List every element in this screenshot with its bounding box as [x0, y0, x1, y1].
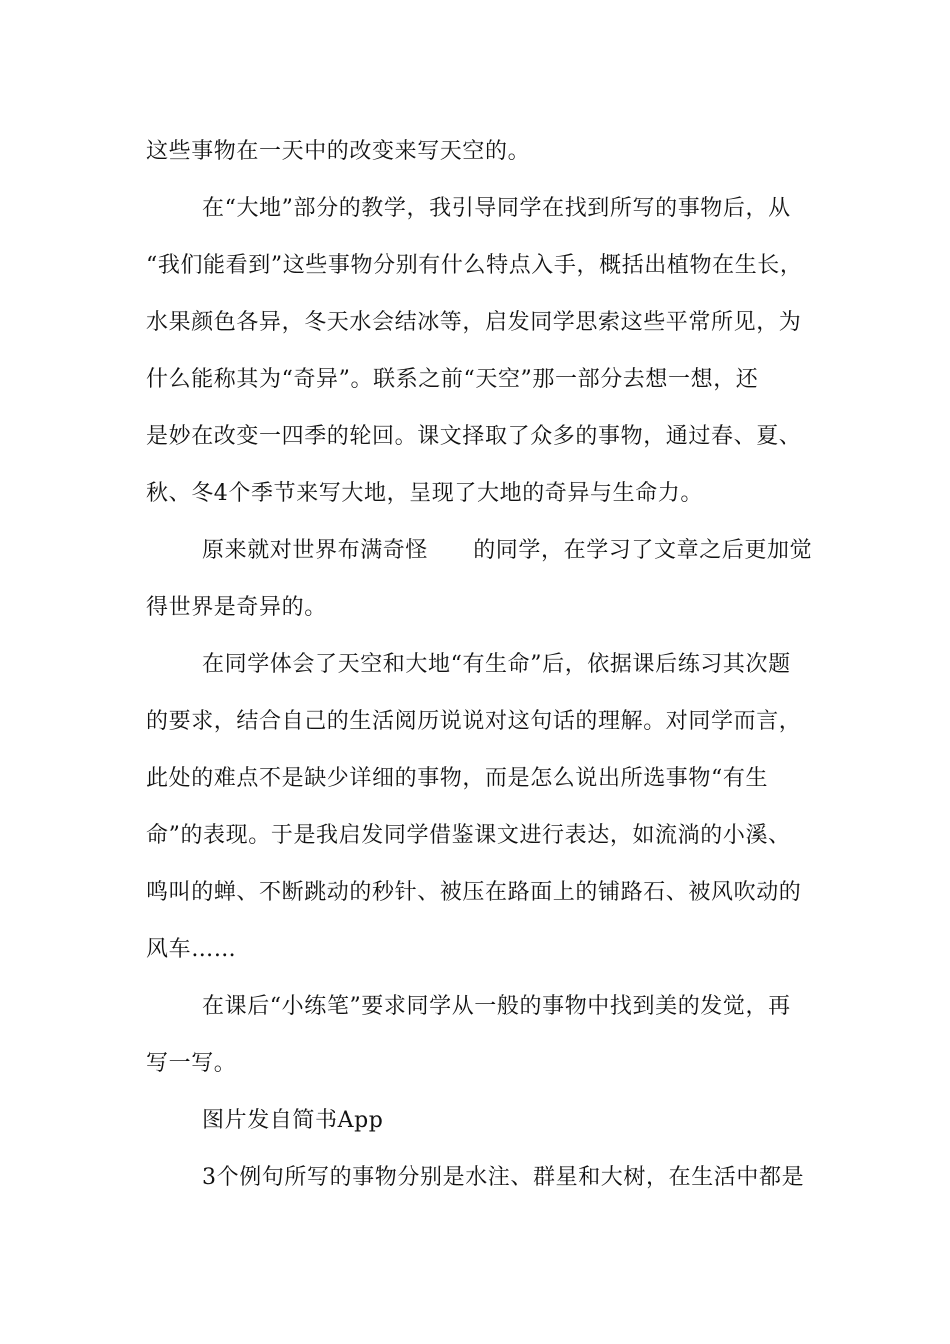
text-line: 鸣叫的蝉、不断跳动的秒针、被压在路面上的铺路石、被风吹动的 — [146, 880, 802, 905]
paragraph-start-line: 在同学体会了天空和大地“有生命”后，依据课后练习其次题 — [202, 652, 791, 677]
paragraph-start-line: 3个例句所写的事物分别是水注、群星和大树，在生活中都是 — [202, 1165, 805, 1190]
text-line: 秋、冬4个季节来写大地，呈现了大地的奇异与生命力。 — [146, 481, 703, 506]
paragraph-start-line: 原来就对世界布满奇怪 的同学，在学习了文章之后更加觉 — [202, 538, 813, 563]
text-line: 什么能称其为“奇异”。联系之前“天空”那一部分去想一想，还 — [146, 367, 759, 392]
image-caption: 图片发自简书App — [202, 1108, 384, 1133]
text-line: 是妙在改变一四季的轮回。课文择取了众多的事物，通过春、夏、 — [146, 424, 802, 449]
paragraph-start-line: 在“大地”部分的教学，我引导同学在找到所写的事物后，从 — [202, 196, 791, 221]
text-line: 写一写。 — [146, 1051, 237, 1076]
text-line: 此处的难点不是缺少详细的事物，而是怎么说出所选事物“有生 — [146, 766, 769, 791]
text-line: 这些事物在一天中的改变来写天空的。 — [146, 139, 531, 164]
text-line: 命”的表现。于是我启发同学借鉴课文进行表达，如流淌的小溪、 — [146, 823, 791, 848]
text-line: 的要求，结合自己的生活阅历说说对这句话的理解。对同学而言， — [146, 709, 802, 734]
text-line: 得世界是奇异的。 — [146, 595, 327, 620]
paragraph-start-line: 在课后“小练笔”要求同学从一般的事物中找到美的发觉，再 — [202, 994, 791, 1019]
text-line: “我们能看到”这些事物分别有什么特点入手，概括出植物在生长， — [146, 253, 803, 278]
text-line: 水果颜色各异，冬天水会结冰等，启发同学思索这些平常所见，为 — [146, 310, 802, 335]
text-line: 风车…… — [146, 937, 237, 962]
